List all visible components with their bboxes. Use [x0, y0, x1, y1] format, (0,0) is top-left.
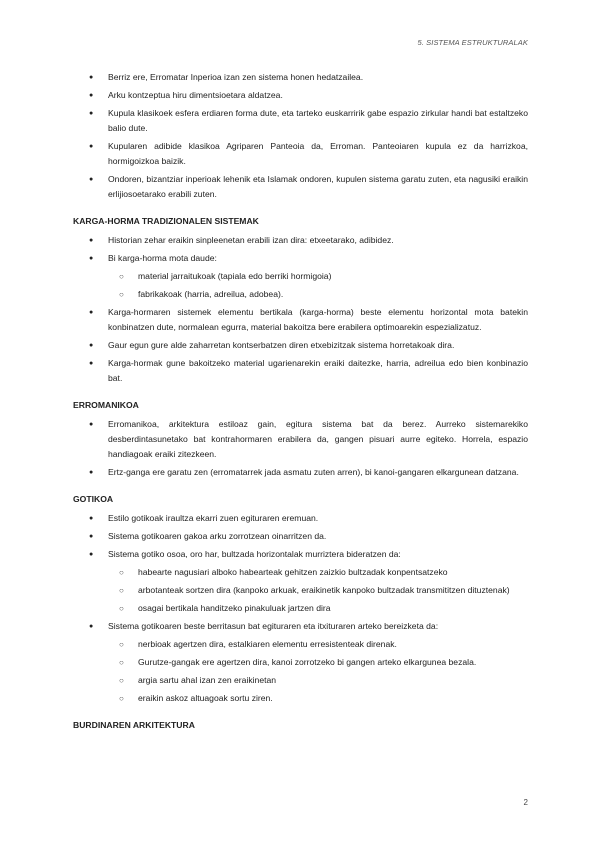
gotikoa-list [73, 511, 528, 706]
bullet-icon: ● [89, 551, 94, 558]
sublist-item: ○ eraikin askoz altuagoak sortu ziren. [108, 691, 528, 706]
circle-bullet-icon: ○ [119, 640, 124, 649]
list-item: ● Sistema gotikoaren gakoa arku zorrotzean oinarritzen da. [73, 529, 528, 544]
list-item: ● Berriz ere, Erromatar Inperioa izan zen sistema honen hedatzailea. [73, 70, 528, 85]
list-item: ● Karga-hormaren sistemek elementu bertikala (karga-horma) beste elementu horizontal mota batekin konbinatzen dute, normalean egurra, material bakoitza bere erabilera optimoarekin espezializatuz. [89, 307, 528, 332]
bullet-icon: ● [89, 176, 94, 183]
bullet-icon: ● [89, 342, 94, 349]
bullet-icon: ● [89, 360, 94, 367]
list-item: ● Ertz-ganga ere garatu zen (erromatarrek jada asmatu zuten arren), bi kanoi-gangaren elkargunean datzana. [73, 465, 528, 480]
circle-bullet-icon: ○ [119, 604, 124, 613]
sublist-item: ○ nerbioak agertzen dira, estalkiaren elementu erresistenteak direnak. [108, 637, 528, 652]
section-heading-karga: KARGA-HORMA TRADIZIONALEN SISTEMAK [73, 216, 259, 226]
list-item: ● Estilo gotikoak iraultza ekarri zuen egituraren eremuan. [73, 511, 528, 526]
bullet-icon: ● [89, 143, 94, 150]
list-item: ● Sistema gotikoaren beste berritasun bat egituraren eta itxituraren arteko bereizketa da: ○ nerbioak agertzen dira, estalkiaren elementu erresistenteak direnak. ○ Gurutze-gangak ere agertzen dira, kanoi zorrotzeko bi gangen arteko elkargunea bezala. ○ argia sartu ahal izan zen eraikinetan ○ eraikin askoz altuagoak sortu ziren. [73, 619, 528, 706]
sublist-item: ○ material jarraitukoak (tapiala edo berriki hormigoia) [108, 269, 528, 284]
list-item: ● Erromanikoa, arkitektura estiloaz gain, egitura sistema bat da berez. Aurreko sistemarekiko desberdintasunetako bat kontrahormaren erabilera da, gangen pisuari aurre egiteko. Horrela, espazio handiagoak eraiki zitezkeen. [89, 419, 528, 459]
bullet-icon: ● [89, 309, 94, 316]
list-item: ● Kupularen adibide klasikoa Agriparen Panteoia da, Erroman. Panteoiaren kupula ez da harrizkoa, hormigoizkoa baizik. [89, 141, 528, 166]
intro-list [73, 70, 528, 202]
bullet-icon: ● [89, 92, 94, 99]
bullet-icon: ● [89, 237, 94, 244]
list-item: ● Kupula klasikoek esfera erdiaren forma dute, eta tarteko euskarririk gabe espazio zirkular handi bat estaltzeko balio dute. [89, 108, 528, 133]
bullet-icon: ● [89, 515, 94, 522]
bullet-icon: ● [89, 469, 94, 476]
list-item: ● Historian zehar eraikin sinpleenetan erabili izan dira: etxeetarako, adibidez. [73, 233, 528, 248]
bullet-icon: ● [89, 74, 94, 81]
sublist-item: ○ habearte nagusiari alboko habearteak gehitzen zaizkio bultzadak konpentsatzeko [108, 565, 528, 580]
section-heading-gotikoa: GOTIKOA [73, 494, 114, 504]
circle-bullet-icon: ○ [119, 568, 124, 577]
erromanikoa-list [73, 417, 528, 480]
section-heading-burdina: BURDINAREN ARKITEKTURA [73, 720, 195, 730]
gotikoa-sublist-2 [108, 637, 528, 706]
page-content [73, 70, 528, 737]
sublist-item: ○ osagai bertikala handitzeko pinakuluak jartzen dira [108, 601, 528, 616]
list-item: ● Sistema gotiko osoa, oro har, bultzada horizontalak murriztera bideratzen da: ○ habearte nagusiari alboko habearteak gehitzen zaizkio bultzadak konpentsatzeko ○ arbotanteak sortzen dira (kanpoko arkuak, eraikinetik kanpoko bultzadak transmititzen dituztenak) ○ osagai bertikala handitzeko pinakuluak jartzen dira [73, 547, 528, 616]
bullet-icon: ● [89, 623, 94, 630]
bullet-icon: ● [89, 533, 94, 540]
circle-bullet-icon: ○ [119, 272, 124, 281]
bullet-icon: ● [89, 421, 94, 428]
bullet-icon: ● [89, 110, 94, 117]
page-number: 2 [523, 798, 528, 807]
list-item: ● Ondoren, bizantziar inperioak lehenik eta Islamak ondoren, kupulen sistema garatu zuten, eta nagusiki eraikin erlijiosoetarako erabili zuten. [89, 174, 528, 199]
list-item: ● Arku kontzeptua hiru dimentsioetara aldatzea. [73, 88, 528, 103]
circle-bullet-icon: ○ [119, 658, 124, 667]
circle-bullet-icon: ○ [119, 586, 124, 595]
sublist-item: ○ fabrikakoak (harria, adreilua, adobea). [108, 287, 528, 302]
gotikoa-sublist-1 [108, 565, 528, 616]
list-item: ● Bi karga-horma mota daude: ○ material jarraitukoak (tapiala edo berriki hormigoia) ○ fabrikakoak (harria, adreilua, adobea). [73, 251, 528, 302]
sublist-item: ○ arbotanteak sortzen dira (kanpoko arkuak, eraikinetik kanpoko bultzadak transmititzen dituztenak) [108, 583, 528, 598]
circle-bullet-icon: ○ [119, 694, 124, 703]
karga-sublist [108, 269, 528, 302]
karga-list [73, 233, 528, 386]
list-item: ● Gaur egun gure alde zaharretan kontserbatzen diren etxebizitzak sistema horretakoak dira. [73, 338, 528, 353]
running-header: 5. SISTEMA ESTRUKTURALAK [417, 38, 528, 47]
sublist-item: ○ argia sartu ahal izan zen eraikinetan [108, 673, 528, 688]
sublist-item: ○ Gurutze-gangak ere agertzen dira, kanoi zorrotzeko bi gangen arteko elkargunea bezala. [108, 655, 528, 670]
circle-bullet-icon: ○ [119, 290, 124, 299]
section-heading-erromanikoa: ERROMANIKOA [73, 400, 139, 410]
circle-bullet-icon: ○ [119, 676, 124, 685]
bullet-icon: ● [89, 255, 94, 262]
list-item: ● Karga-hormak gune bakoitzeko material ugarienarekin eraiki daitezke, harria, adreilua edo bien konbinazio bat. [89, 358, 528, 383]
